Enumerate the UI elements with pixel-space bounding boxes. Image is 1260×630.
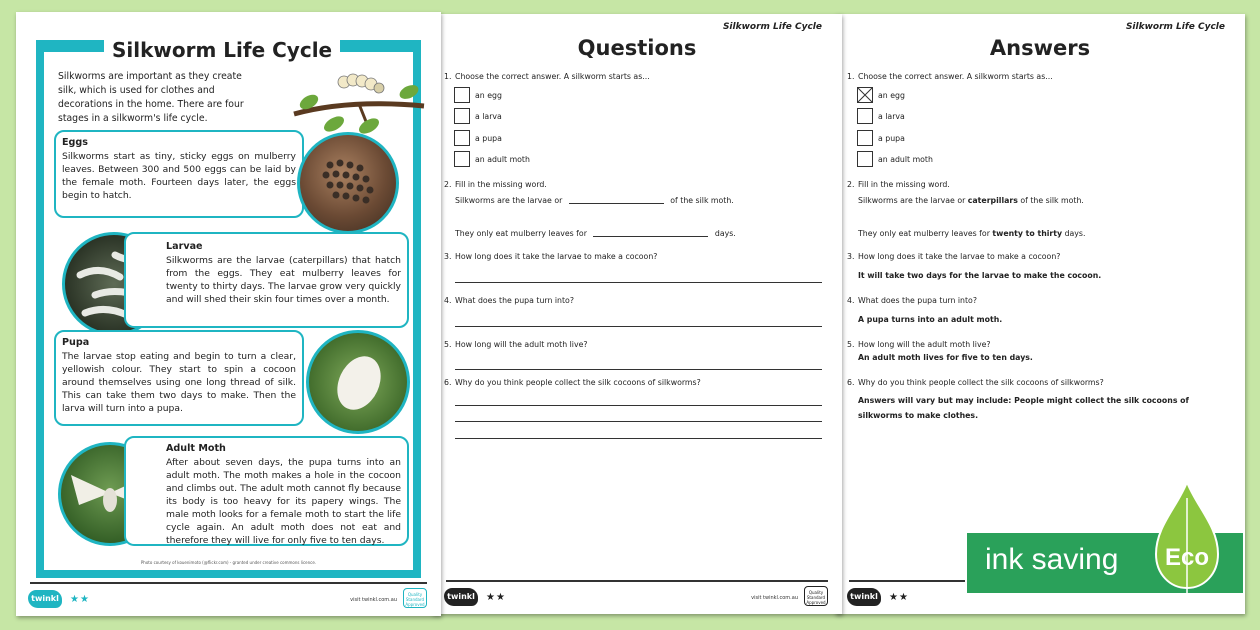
a4-number: 4.	[847, 296, 855, 305]
moth-text: After about seven days, the pupa turns into an adult moth. The moth makes a hole in the cocoon and climbs out. The adult moth cannot fly because its body is too heavy for its papery wings. The male moth looks for a female moth to start the life cycle again. An adult moth does not eat and therefore they will live for only five to ten days.	[166, 457, 401, 546]
option-label: an adult moth	[475, 155, 530, 164]
q2-line2-end: days.	[714, 229, 736, 238]
a4-text: What does the pupa turn into?	[858, 296, 977, 305]
a3-answer-text: It will take two days for the larvae to make the cocoon.	[858, 271, 1102, 280]
option-label: a pupa	[475, 134, 502, 143]
option-label: a larva	[878, 112, 905, 121]
a2-line2-start: They only eat mulberry leaves for	[858, 229, 990, 238]
a2-line1-start: Silkworms are the larvae or	[858, 196, 966, 205]
q6-text: Why do you think people collect the silk cocoons of silkworms?	[455, 378, 701, 387]
intro-text: Silkworms are important as they create silk, which is used for clothes and decorations in the home. There are four stages in a silkworm's life cycle.	[58, 71, 244, 124]
q2-line1-start: Silkworms are the larvae or	[455, 196, 563, 205]
q2-number: 2.	[444, 180, 452, 189]
answers-header: Silkworm Life Cycle	[1125, 22, 1225, 32]
questions-title: Questions	[577, 36, 697, 60]
eggs-photo	[297, 132, 399, 234]
checkbox[interactable]	[857, 130, 873, 146]
eggs-dots-illustration	[300, 135, 396, 231]
option-label: a pupa	[878, 134, 905, 143]
twinkl-logo: twinkl	[847, 588, 881, 606]
q2-line1-end: of the silk moth.	[670, 196, 734, 205]
q5-number: 5.	[444, 340, 452, 349]
questions-header: Silkworm Life Cycle	[722, 22, 822, 32]
checkbox[interactable]	[454, 151, 470, 167]
eggs-heading: Eggs	[62, 137, 88, 148]
branch-caterpillar-illustration	[289, 64, 429, 134]
a5-answer-text: An adult moth lives for five to ten days.	[858, 353, 1033, 362]
cocoon-illustration	[309, 333, 407, 431]
q3-answer-line[interactable]	[455, 282, 822, 283]
info-sheet	[16, 12, 441, 616]
option-label: a larva	[475, 112, 502, 121]
info-footer	[16, 582, 441, 616]
q2-line2-start: They only eat mulberry leaves for	[455, 229, 587, 238]
eco-label: Eco	[1164, 544, 1209, 571]
q1-number: 1.	[444, 72, 452, 81]
q4-answer-line[interactable]	[455, 326, 822, 327]
q6-answer-line-1[interactable]	[455, 405, 822, 406]
a4-answer-text: A pupa turns into an adult moth.	[858, 315, 1003, 324]
eco-drop-icon	[1150, 478, 1224, 603]
larvae-card	[124, 232, 409, 328]
twinkl-logo: twinkl	[28, 590, 62, 608]
rating-stars: ★★	[889, 592, 909, 603]
a5-number: 5.	[847, 340, 855, 349]
footer-divider	[30, 582, 427, 584]
pupa-photo	[306, 330, 410, 434]
a1-number: 1.	[847, 72, 855, 81]
checkbox-checked[interactable]	[857, 87, 873, 103]
eggs-text: Silkworms start as tiny, sticky eggs on mulberry leaves. Between 300 and 500 eggs can be laid by the female moth. Fourteen days later, the eggs begin to hatch.	[62, 151, 296, 201]
a2-number: 2.	[847, 180, 855, 189]
photo-credit: Photo courtesy of kouenimoto (@flickr.com) - granted under creative commons licence.	[140, 560, 317, 565]
moth-heading: Adult Moth	[166, 443, 226, 454]
a2-line2-end: days.	[1064, 229, 1086, 238]
checkbox[interactable]	[454, 108, 470, 124]
a2-text: Fill in the missing word.	[858, 180, 950, 189]
a2-answer-1: caterpillars	[967, 196, 1018, 205]
a2-answer-2: twenty to thirty	[992, 229, 1063, 238]
rating-stars: ★★	[486, 592, 506, 603]
visit-link[interactable]: visit twinkl.com.au	[751, 595, 798, 601]
a1-text: Choose the correct answer. A silkworm starts as...	[858, 72, 1053, 81]
q2-blank-1[interactable]	[569, 203, 664, 204]
eggs-card	[54, 130, 304, 218]
cross-icon	[858, 88, 872, 102]
quality-badge: Quality Standard Approved	[804, 586, 828, 606]
option-label: an adult moth	[878, 155, 933, 164]
footer-divider	[446, 580, 828, 582]
info-title: Silkworm Life Cycle	[104, 38, 340, 62]
q3-text: How long does it take the larvae to make a cocoon?	[455, 252, 658, 261]
a5-text: How long will the adult moth live?	[858, 340, 991, 349]
quality-badge: Quality Standard Approved	[403, 588, 427, 608]
pupa-card	[54, 330, 304, 426]
a3-number: 3.	[847, 252, 855, 261]
a2-line1-end: of the silk moth.	[1020, 196, 1084, 205]
teal-frame	[36, 40, 421, 578]
moth-card	[124, 436, 409, 546]
checkbox[interactable]	[857, 108, 873, 124]
rating-stars: ★★	[70, 594, 90, 605]
larvae-text: Silkworms are the larvae (caterpillars) that hatch from the eggs. They eat mulberry leaves for twenty to thirty days. The larvae grow very quickly and will shed their skin four times over a month.	[166, 255, 401, 305]
q5-text: How long will the adult moth live?	[455, 340, 588, 349]
answers-title: Answers	[989, 36, 1091, 60]
option-label: an egg	[878, 91, 905, 100]
twinkl-logo: twinkl	[444, 588, 478, 606]
checkbox[interactable]	[857, 151, 873, 167]
q3-number: 3.	[444, 252, 452, 261]
larvae-heading: Larvae	[166, 241, 203, 252]
info-panel	[44, 38, 413, 570]
info-title-wrap	[44, 38, 413, 62]
option-label: an egg	[475, 91, 502, 100]
q5-answer-line[interactable]	[455, 369, 822, 370]
q6-answer-line-2[interactable]	[455, 421, 822, 422]
pupa-heading: Pupa	[62, 337, 90, 348]
questions-footer	[432, 580, 842, 614]
q1-text: Choose the correct answer. A silkworm starts as...	[455, 72, 650, 81]
visit-link[interactable]: visit twinkl.com.au	[350, 597, 397, 603]
q4-number: 4.	[444, 296, 452, 305]
a3-text: How long does it take the larvae to make a cocoon?	[858, 252, 1061, 261]
q2-blank-2[interactable]	[593, 236, 708, 237]
a6-text: Why do you think people collect the silk cocoons of silkworms?	[858, 378, 1104, 387]
q6-answer-line-3[interactable]	[455, 438, 822, 439]
checkbox[interactable]	[454, 87, 470, 103]
pupa-text: The larvae stop eating and begin to turn a clear, yellowish colour. They start to spin a cocoon around themselves using one long thread of silk. This can take them two days to make. Then the larva will turn into a pupa.	[62, 351, 296, 414]
q6-number: 6.	[444, 378, 452, 387]
a6-number: 6.	[847, 378, 855, 387]
a6-answer-text: Answers will vary but may include: People might collect the silk cocoons of silkworms to make clothes.	[858, 396, 1189, 420]
q4-text: What does the pupa turn into?	[455, 296, 574, 305]
questions-sheet	[432, 14, 842, 614]
ink-saving-text: ink saving	[985, 543, 1119, 576]
checkbox[interactable]	[454, 130, 470, 146]
q2-text: Fill in the missing word.	[455, 180, 547, 189]
